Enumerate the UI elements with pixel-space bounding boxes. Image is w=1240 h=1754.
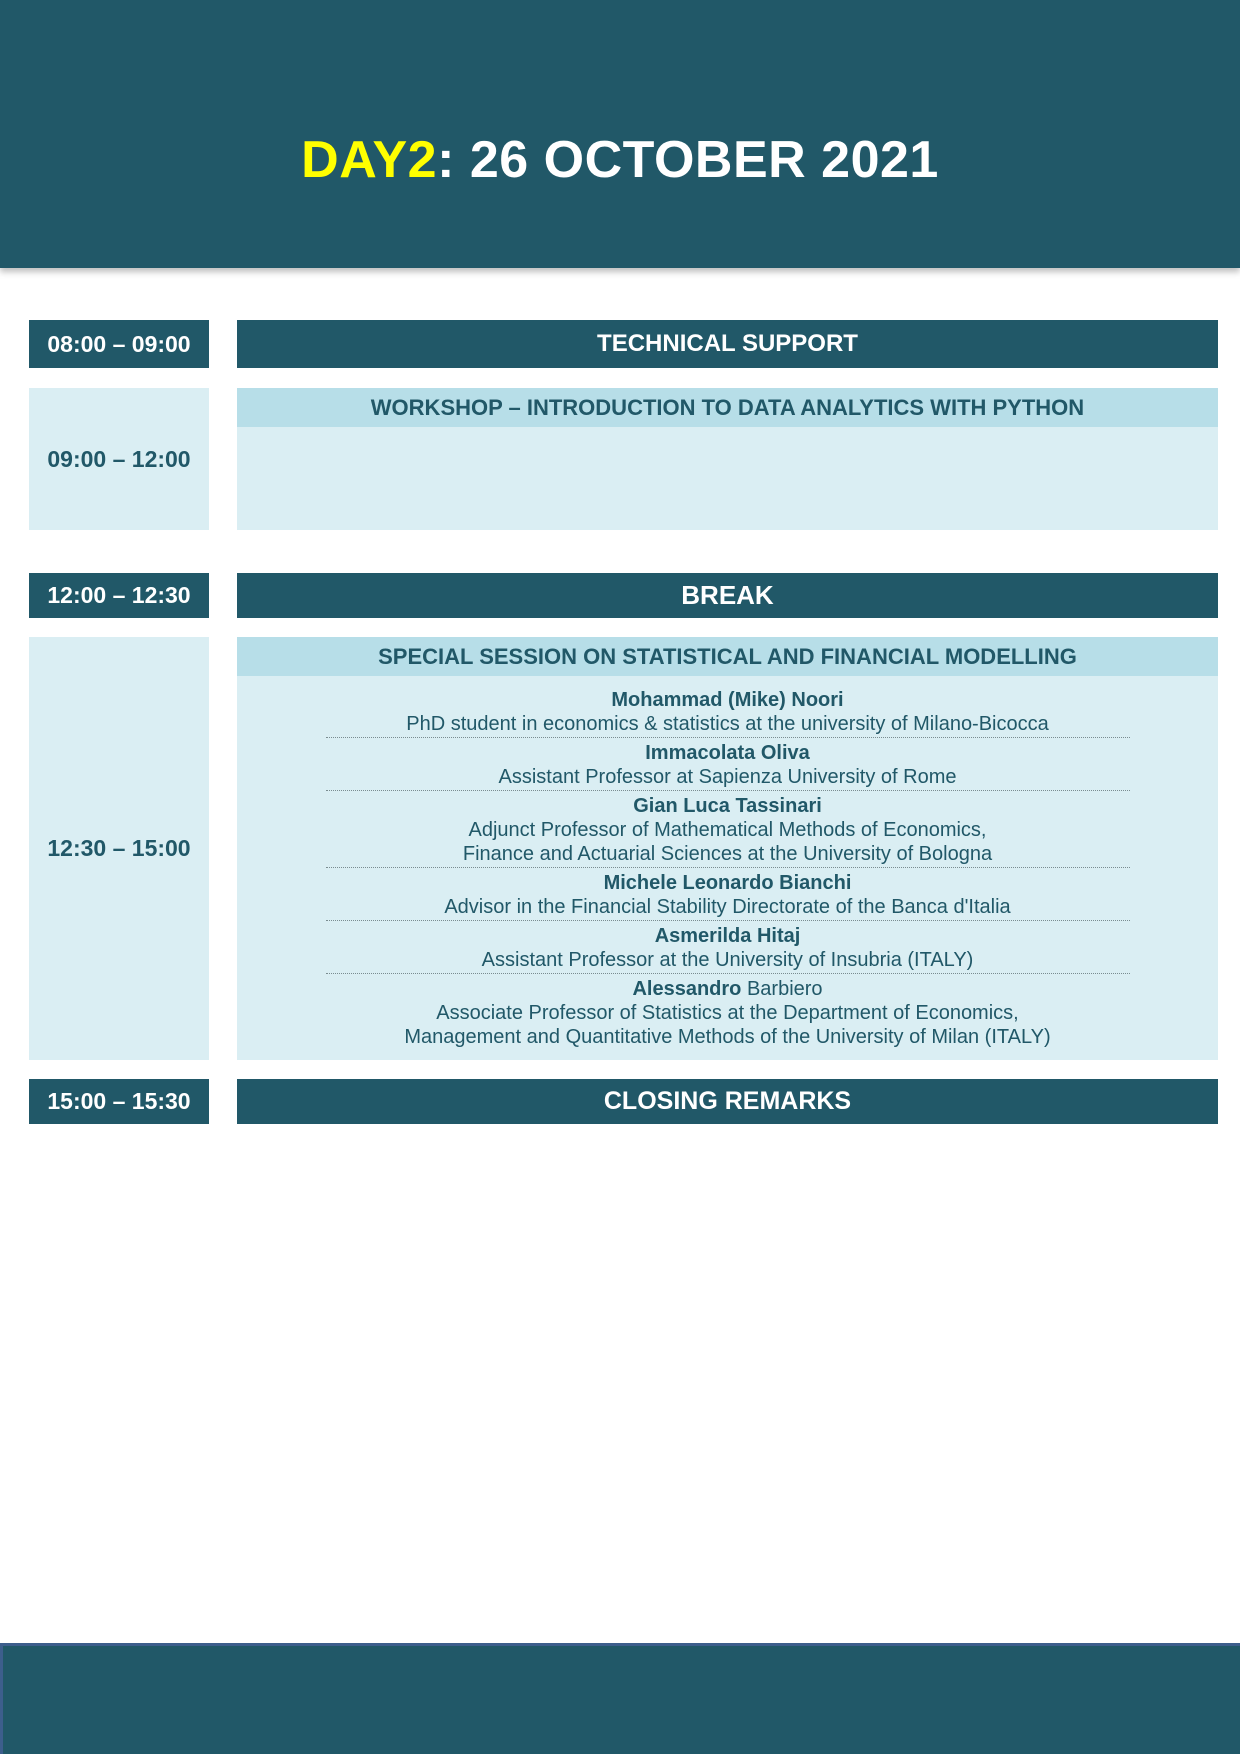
- speaker-name: Mohammad (Mike) Noori: [611, 689, 844, 711]
- time-slot-workshop: 09:00 – 12:00: [29, 388, 209, 530]
- speaker-role: Adjunct Professor of Mathematical Methods of Economics,: [468, 819, 987, 841]
- speaker-name: Immacolata Oliva: [645, 742, 810, 764]
- speaker-role: Advisor in the Financial Stability Directorate of the Banca d'Italia: [444, 896, 1011, 918]
- time-slot-break: 12:00 – 12:30: [29, 573, 209, 618]
- page-title: [0, 130, 1240, 190]
- speaker-item: [326, 688, 1130, 738]
- speaker-role: Assistant Professor at the University of Insubria (ITALY): [481, 949, 974, 971]
- time-slot-technical-support: 08:00 – 09:00: [29, 320, 209, 368]
- speaker-role: Assistant Professor at Sapienza University of Rome: [498, 766, 957, 788]
- time-slot-closing: 15:00 – 15:30: [29, 1079, 209, 1124]
- speaker-name-suffix: Barbiero: [741, 978, 823, 1000]
- special-session-title: SPECIAL SESSION ON STATISTICAL AND FINANCIAL MODELLING: [237, 637, 1218, 676]
- speaker-role: Finance and Actuarial Sciences at the University of Bologna: [462, 843, 993, 865]
- speaker-role: Management and Quantitative Methods of the University of Milan (ITALY): [404, 1026, 1051, 1048]
- speaker-name-line: [326, 977, 1130, 1001]
- speaker-item: [326, 924, 1130, 974]
- session-break: BREAK: [237, 573, 1218, 618]
- page-header: [0, 0, 1240, 268]
- session-workshop: [237, 388, 1218, 530]
- page-footer: [0, 1643, 1240, 1754]
- speaker-role: Associate Professor of Statistics at the Department of Economics,: [436, 1002, 1019, 1024]
- speaker-list: [326, 688, 1130, 1050]
- workshop-title: WORKSHOP – INTRODUCTION TO DATA ANALYTICS WITH PYTHON: [237, 388, 1218, 427]
- date-label: : 26 OCTOBER 2021: [437, 131, 939, 189]
- speaker-name: Michele Leonardo Bianchi: [603, 872, 852, 894]
- speaker-item: [326, 741, 1130, 791]
- session-technical-support: TECHNICAL SUPPORT: [237, 320, 1218, 368]
- day-label: DAY2: [301, 131, 438, 189]
- speaker-item: [326, 794, 1130, 868]
- session-special: [237, 637, 1218, 1060]
- session-closing-remarks: CLOSING REMARKS: [237, 1079, 1218, 1124]
- time-slot-special-session: 12:30 – 15:00: [29, 637, 209, 1060]
- speaker-item: [326, 977, 1130, 1050]
- speaker-role: PhD student in economics & statistics at the university of Milano-Bicocca: [406, 713, 1049, 735]
- speaker-name: Alessandro: [632, 978, 742, 1000]
- speaker-item: [326, 871, 1130, 921]
- speaker-name: Asmerilda Hitaj: [654, 925, 801, 947]
- speaker-name: Gian Luca Tassinari: [633, 795, 822, 817]
